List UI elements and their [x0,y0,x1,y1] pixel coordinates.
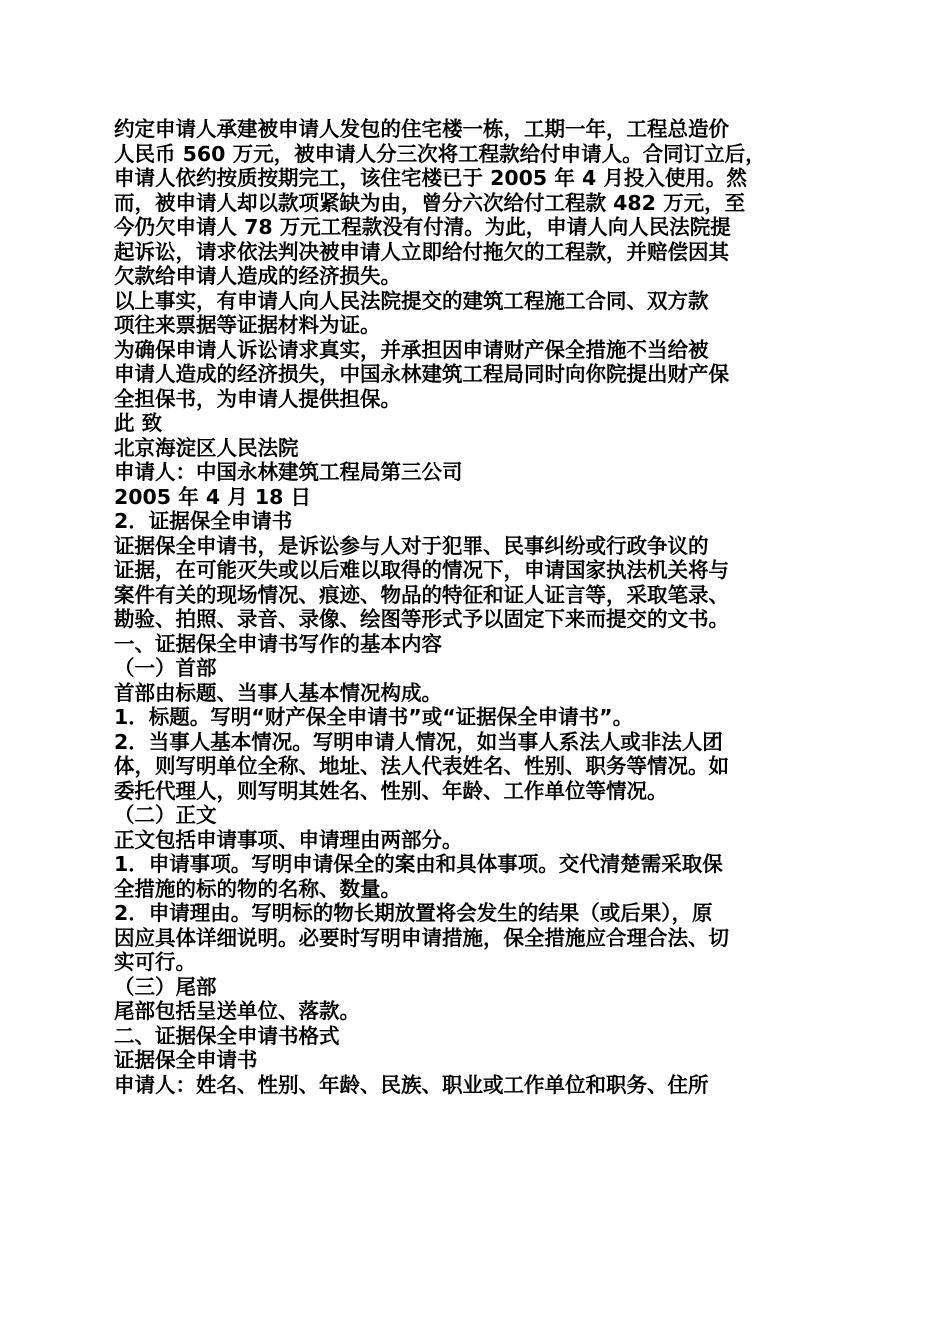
text-line: 欠款给申请人造成的经济损失。 [114,264,401,288]
document-body [114,117,836,1097]
text-line: 1．申请事项。写明申请保全的案由和具体事项。交代清楚需采取保 [114,852,723,876]
text-line: 尾部包括呈送单位、落款。 [114,999,360,1023]
text-line: 委托代理人，则写明其姓名、性别、年龄、工作单位等情况。 [114,778,668,803]
text-line: 正文包括申请事项、申请理由两部分。 [114,827,463,852]
text-line: 而，被申请人却以款项紧缺为由，曾分六次给付工程款 482 万元，至 [114,190,746,215]
section-heading: 2．证据保全申请书 [114,509,293,533]
subsection-heading: （三）尾部 [114,974,217,999]
document-date: 2005 年 4 月 18 日 [114,484,312,509]
text-line: 勘验、拍照、录音、录像、绘图等形式予以固定下来而提交的文书。 [114,607,729,631]
text-line: 为确保申请人诉讼请求真实，并承担因申请财产保全措施不当给被 [114,337,709,362]
text-line: 全担保书，为申请人提供担保。 [114,386,401,411]
subsection-heading: （二）正文 [114,803,217,827]
salutation: 此 致 [114,411,163,435]
text-line: 案件有关的现场情况、痕迹、物品的特征和证人证言等，采取笔录、 [114,582,729,607]
text-line: 实可行。 [114,950,196,974]
text-line: 体，则写明单位全称、地址、法人代表姓名、性别、职务等情况。如 [114,754,729,778]
section-heading: 二、证据保全申请书格式 [114,1023,340,1048]
text-line: 今仍欠申请人 78 万元工程款没有付清。为此，申请人向人民法院提 [114,215,731,239]
recipient-court: 北京海淀区人民法院 [114,435,299,460]
text-line: 申请人依约按质按期完工，该住宅楼已于 2005 年 4 月投入使用。然 [114,166,747,190]
form-title: 证据保全申请书 [114,1048,258,1072]
text-line: 申请人造成的经济损失，中国永林建筑工程局同时向你院提出财产保 [114,362,729,386]
text-line: 因应具体详细说明。必要时写明申请措施，保全措施应合理合法、切 [114,925,729,950]
subsection-heading: （一）首部 [114,656,217,680]
text-line: 起诉讼，请求依法判决被申请人立即给付拖欠的工程款，并赔偿因其 [114,239,729,264]
text-line: 证据，在可能灭失或以后难以取得的情况下，申请国家执法机关将与 [114,558,729,582]
text-line: 申请人：姓名、性别、年龄、民族、职业或工作单位和职务、住所 [114,1072,709,1097]
text-line: 全措施的标的物的名称、数量。 [114,876,401,901]
text-line: 2．当事人基本情况。写明申请人情况，如当事人系法人或非法人团 [114,729,723,754]
text-line: 项往来票据等证据材料为证。 [114,313,381,337]
section-heading: 一、证据保全申请书写作的基本内容 [114,631,442,656]
text-line: 首部由标题、当事人基本情况构成。 [114,680,442,705]
text-line: 2．申请理由。写明标的物长期放置将会发生的结果（或后果），原 [114,901,713,925]
text-line: 以上事实，有申请人向人民法院提交的建筑工程施工合同、双方款 [114,288,709,313]
text-line: 约定申请人承建被申请人发包的住宅楼一栋，工期一年，工程总造价 [114,117,729,141]
applicant-signature: 申请人：中国永林建筑工程局第三公司 [114,460,463,484]
text-line: 证据保全申请书，是诉讼参与人对于犯罪、民事纠纷或行政争议的 [114,533,709,558]
text-line: 人民币 560 万元，被申请人分三次将工程款给付申请人。合同订立后， [114,141,766,166]
text-line: 1．标题。写明“财产保全申请书”或“证据保全申请书”。 [114,705,634,729]
